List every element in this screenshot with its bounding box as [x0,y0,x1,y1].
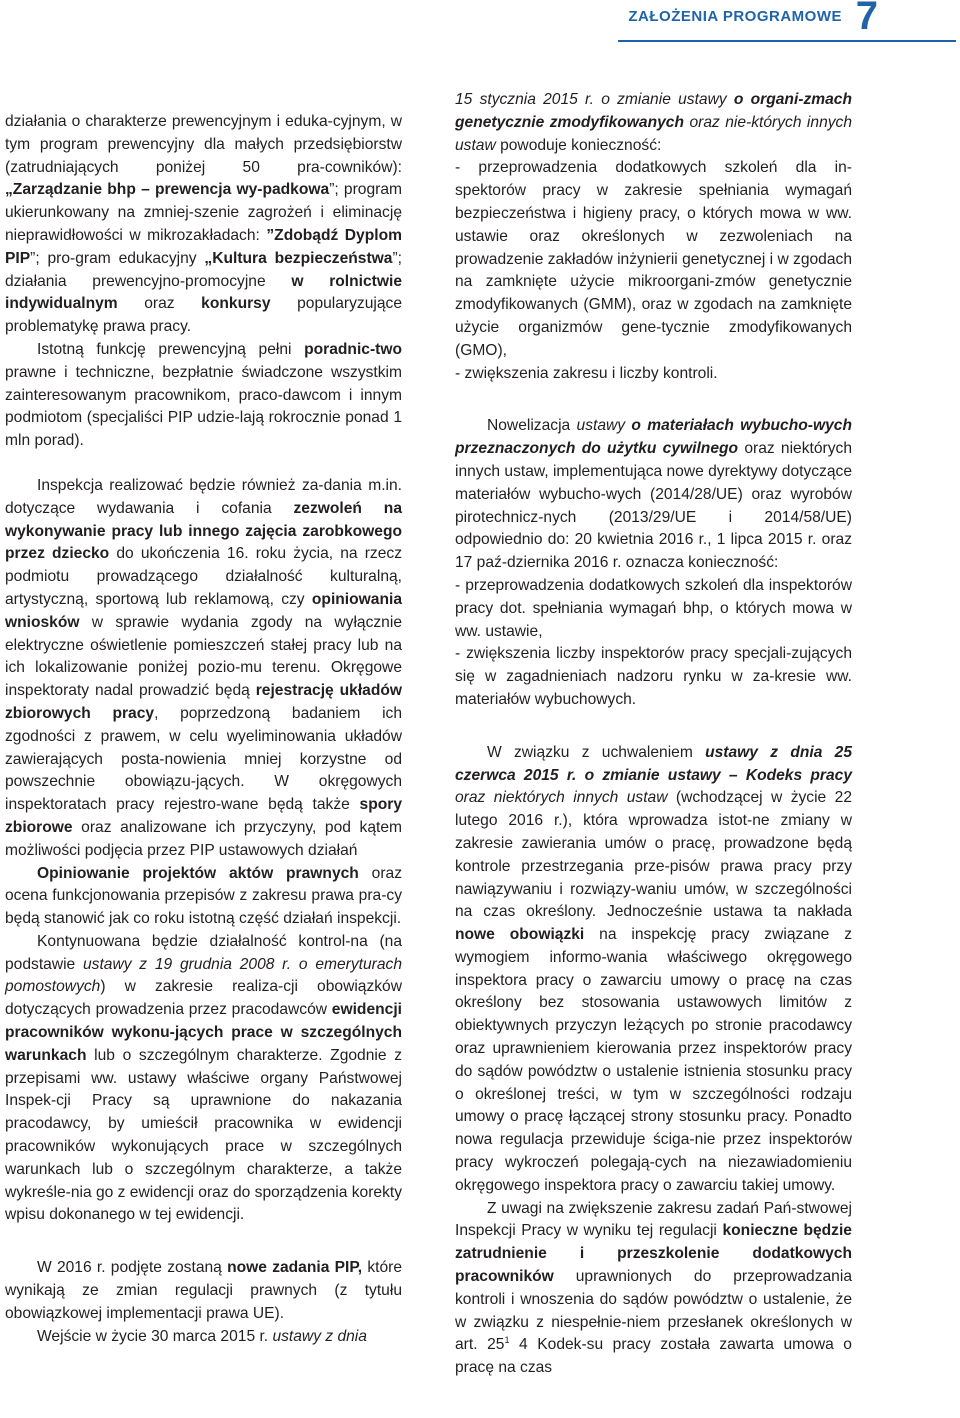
paragraph-permits: Inspekcja realizować będzie również za-dania m.in. dotyczące wydawania i cofania zezwoleń na wykonywanie pracy lub innego zajęcia zarobkowego przez dziecko do ukończenia 16. roku życia, na rzecz podmiotu prowadzącego działalność kulturalną, artystyczną, sportową lub reklamową, czy opiniowania wniosków w sprawie wydania zgody na wyłącznie elektryczne oświetlenie pomieszczeń stałej pracy lub na ich lokalizowanie poniżej pozio-mu terenu. Okręgowe inspektoraty nadal prowadzić będą rejestrację układów zbiorowych pracy, poprzedzoną badaniem ich zgodności z prawem, w celu wyeliminowania układów zawierających posta-nowienia mniej korzystne od powszechnie obowiązu-jących. W okręgowych inspektoratach pracy rejestro-wane będą także spory zbiorowe oraz analizowane ich przyczyny, pod kątem możliwości podjęcia przez PIP ustawowych działań [5,476,403,859]
paragraph-bridge-pensions: Kontynuowana będzie działalność kontrol-na (na podstawie ustawy z 19 grudnia 2008 r. o emeryturach pomostowych) w zakresie realiza-cji obowiązków dotyczących prowadzenia przez pracodawców ewidencji pracowników wykonu-jących prace w szczególnych warunkach lub o szczególnym charakterze. Zgodnie z przepisami ww. ustawy właściwe organy Państwowej Inspek-cji Pracy są uprawnione do nakazania pracodawcy, by umieścił pracownika w ewidencji pracowników wykonujących prace w szczególnych warunkach lub o szczególnym charakterze, a także wykreśle-nia go z ewidencji oraz do sporządzenia korekty wpisu dokonanego w tej ewidencji. [5,932,402,1224]
paragraph-legal-opinions: Opiniowanie projektów aktów prawnych oraz ocena funkcjonowania przepisów z zakresu prawa pra-cy będą stanowić jak co roku istotną część działań inspekcji. [5,864,402,928]
paragraph-prevention-programs: działania o charakterze prewencyjnym i eduka-cyjnym, w tym program prewencyjny dla małych przedsiębiorstw (zatrudniających poniżej 50 pra-cowników): „Zarządzanie bhp – prewencja wy-padkowa”; program ukierunkowany na zmniej-szenie zagrożeń i eliminację nieprawidłowości w mikrozakładach: ”Zdobądź Dyplom PIP”; pro-gram edukacyjny „Kultura bezpieczeństwa”; działania prewencyjno-promocyjne w rolnictwie indywidualnym oraz konkursy popularyzujące problematykę prawa pracy. [5,113,403,336]
list-item: - zwiększenia zakresu i liczby kontroli. [455,364,718,382]
paragraph-new-tasks: W 2016 r. podjęte zostaną nowe zadania PIP, które wynikają ze zmian regulacji prawnych (z tytułu obowiązkowej implementacji prawa UE). [5,1259,403,1322]
paragraph-advisory: Istotną funkcję prewencyjną pełni poradnic-two prawne i techniczne, bezpłatnie świadczone wszystkim zainteresowanym pracownikom, praco-dawcom i innym podmiotom (specjaliści PIP udzie-lają rokrocznie ponad 1 mln porad). [5,340,402,450]
header-rule [618,40,956,42]
paragraph-law-entry: Wejście w życie 30 marca 2015 r. ustawy z dnia [37,1327,367,1345]
paragraph-gmo-act: 15 stycznia 2015 r. o zmianie ustawy o organi-zmach genetycznie zmodyfikowanych oraz nie-których innych ustaw powoduje konieczność: [455,91,853,154]
list-item: - przeprowadzenia dodatkowych szkoleń dla inspektorów pracy dot. spełniania wymagań bhp, o których mowa w ww. ustawie, [455,576,852,640]
paragraph-labour-code: W związku z uchwaleniem ustawy z dnia 25 czerwca 2015 r. o zmianie ustawy – Kodeks pracy oraz niektórych innych ustaw (wchodzącej w życie 22 lutego 2016 r.), która wprowadza istot-ne zmiany w zakresie zawierania umów o pracę, prowadzone będą kontrole przestrzegania prze-pisów prawa pracy przy nawiązywaniu i rozwiązy-waniu umów, w szczególności na czas określony. Jednocześnie ustawa ta nakłada nowe obowiązki na inspekcję pracy związane z wymogiem informo-wania właściwego okręgowego inspektora pracy o zawarciu umowy o pracę na czas określony bez stosowania ustawowych limitów z obiektywnych przyczyn leżących po stronie pracodawcy oraz uprawnieniem kierowania przez inspektorów pracy do sądów powództw o ustalenie istnienia stosunku pracy o określonej treści, w tym w szczególności rodzaju umowy o pracę łączącej strony stosunku pracy. Ponadto nowa regulacja przewiduje ściga-nie przez inspektorów pracy wykroczeń polegają-cych na niezawiadomieniu okręgowego inspektora pracy o zawarciu takiej umowy. [455,743,853,1194]
list-item: - przeprowadzenia dodatkowych szkoleń dla in-spektorów pracy w zakresie spełniania wymagań bezpieczeństwa i higieny pracy, o których mowa w ww. ustawie oraz określonych w zezwoleniach na prowadzenie zakładów inżynierii genetycznej i w zgodach na zamknięte użycie mikroorgani-zmów genetycznie zmodyfikowanych (GMM), oraz w zgodach na zamknięte użycie organizmów gene-tycznie zmodyfikowanych (GMO), [455,159,852,359]
right-column [455,89,852,1380]
left-column [5,111,402,1348]
section-title: ZAŁOŻENIA PROGRAMOWE [628,8,842,25]
page-number: 7 [855,0,878,38]
paragraph-explosives-act: Nowelizacja ustawy o materiałach wybucho-wych przeznaczonych do użytku cywilnego oraz niektórych innych ustaw, implementująca nowe dyrektywy dotyczące materiałów wybucho-wych (2014/28/UE) oraz wyrobów pirotechnicz-nych (2013/29/UE i 2014/58/UE) odpowiednio do: 20 kwietnia 2016 r., 1 lipca 2015 r. oraz 17 paź-dziernika 2016 r. oznacza konieczność: [455,417,852,572]
list-item: - zwiększenia liczby inspektorów pracy specjali-zujących się w zagadnieniach nadzoru rynku w za-kresie ww. materiałów wybuchowych. [455,645,852,708]
paragraph-staffing: Z uwagi na zwiększenie zakresu zadań Pań-stwowej Inspekcji Pracy w wyniku tej regulacji konieczne będzie zatrudnienie i przeszkolenie dodatkowych pracowników uprawnionych do przeprowadzania kontroli i wnoszenia do sądów powództw o ustalenie, że w związku z niespełnie-niem przesłanek określonych w art. $25^1$ 4 Kodek-su pracy została zawarta umowa o pracę na czas [455,1199,852,1377]
